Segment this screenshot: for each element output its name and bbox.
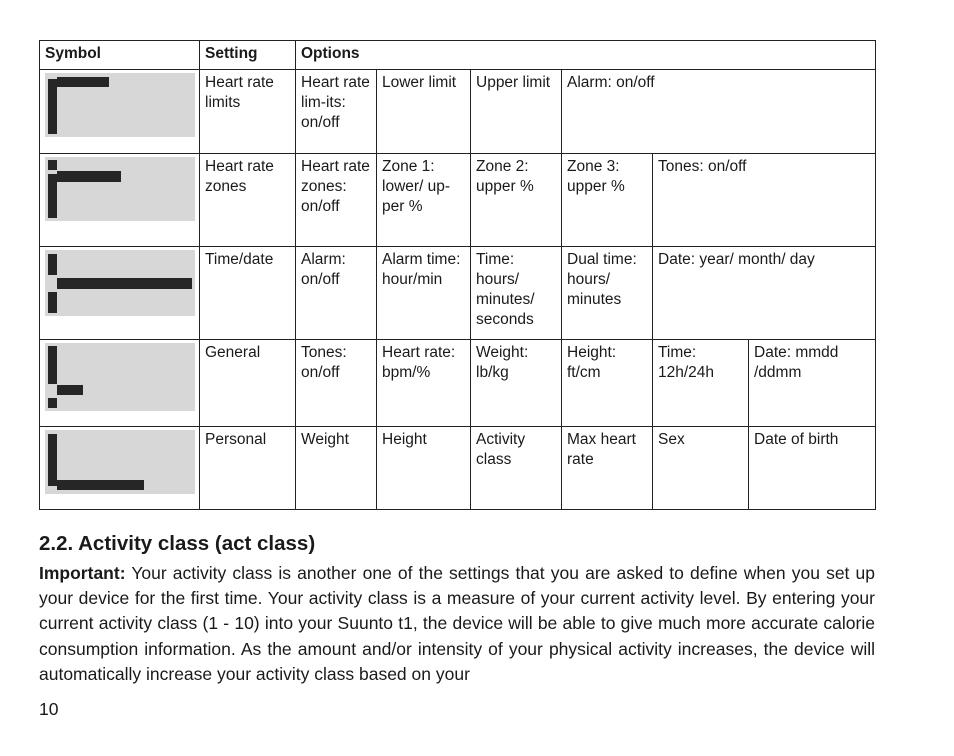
- setting-cell: Heart rate zones: [200, 154, 296, 247]
- option-cell: Lower limit: [377, 70, 471, 154]
- header-setting: Setting: [200, 41, 296, 70]
- heart-rate-limits-lcd-icon: [45, 73, 195, 137]
- option-cell: Activity class: [471, 427, 562, 510]
- option-cell: Time: hours/ minutes/ seconds: [471, 247, 562, 340]
- option-cell: Date: mmdd /ddmm: [749, 340, 876, 427]
- general-lcd-icon: [45, 343, 195, 411]
- table-row: [40, 427, 876, 510]
- symbol-cell: [40, 247, 200, 340]
- option-cell: Dual time: hours/ minutes: [562, 247, 653, 340]
- option-cell: Date of birth: [749, 427, 876, 510]
- option-cell: Date: year/ month/ day: [653, 247, 876, 340]
- body-paragraph: [39, 561, 875, 687]
- personal-lcd-icon: [45, 430, 195, 494]
- settings-table: [39, 40, 876, 510]
- option-cell: Tones: on/off: [296, 340, 377, 427]
- table-row: [40, 247, 876, 340]
- option-cell: Alarm: on/off: [296, 247, 377, 340]
- symbol-cell: [40, 70, 200, 154]
- option-cell: Weight: [296, 427, 377, 510]
- table-row: [40, 340, 876, 427]
- setting-cell: Personal: [200, 427, 296, 510]
- option-cell: Time: 12h/24h: [653, 340, 749, 427]
- setting-cell: Time/date: [200, 247, 296, 340]
- option-cell: Max heart rate: [562, 427, 653, 510]
- heart-rate-zones-lcd-icon: [45, 157, 195, 221]
- option-cell: Upper limit: [471, 70, 562, 154]
- symbol-cell: [40, 154, 200, 247]
- setting-cell: Heart rate limits: [200, 70, 296, 154]
- option-cell: Sex: [653, 427, 749, 510]
- option-cell: Heart rate lim-its: on/off: [296, 70, 377, 154]
- header-options: Options: [296, 41, 876, 70]
- header-symbol: Symbol: [40, 41, 200, 70]
- option-cell: Heart rate: bpm/%: [377, 340, 471, 427]
- option-cell: Alarm: on/off: [562, 70, 876, 154]
- option-cell: Height: [377, 427, 471, 510]
- setting-cell: General: [200, 340, 296, 427]
- option-cell: Tones: on/off: [653, 154, 876, 247]
- time-date-lcd-icon: [45, 250, 195, 316]
- option-cell: Zone 2: upper %: [471, 154, 562, 247]
- option-cell: Heart rate zones: on/off: [296, 154, 377, 247]
- page-number: 10: [39, 699, 59, 719]
- body-text: Your activity class is another one of the settings that you are asked to define when you set up your device for the first time. Your activity class is a measure of your current activity level. By entering your current activity class (1 - 10) into your Suunto t1, the device will be able to give much more accurate calorie consumption information. As the amount and/or intensity of your physical activity increases, the device will automatically increase your activity class based on your: [39, 563, 875, 684]
- symbol-cell: [40, 340, 200, 427]
- table-row: [40, 70, 876, 154]
- table-row: [40, 154, 876, 247]
- section-heading: 2.2. Activity class (act class): [39, 532, 316, 555]
- important-label: Important:: [39, 563, 126, 583]
- option-cell: Weight: lb/kg: [471, 340, 562, 427]
- symbol-cell: [40, 427, 200, 510]
- option-cell: Height: ft/cm: [562, 340, 653, 427]
- table-header-row: [40, 41, 876, 70]
- option-cell: Alarm time: hour/min: [377, 247, 471, 340]
- option-cell: Zone 1: lower/ up-per %: [377, 154, 471, 247]
- option-cell: Zone 3: upper %: [562, 154, 653, 247]
